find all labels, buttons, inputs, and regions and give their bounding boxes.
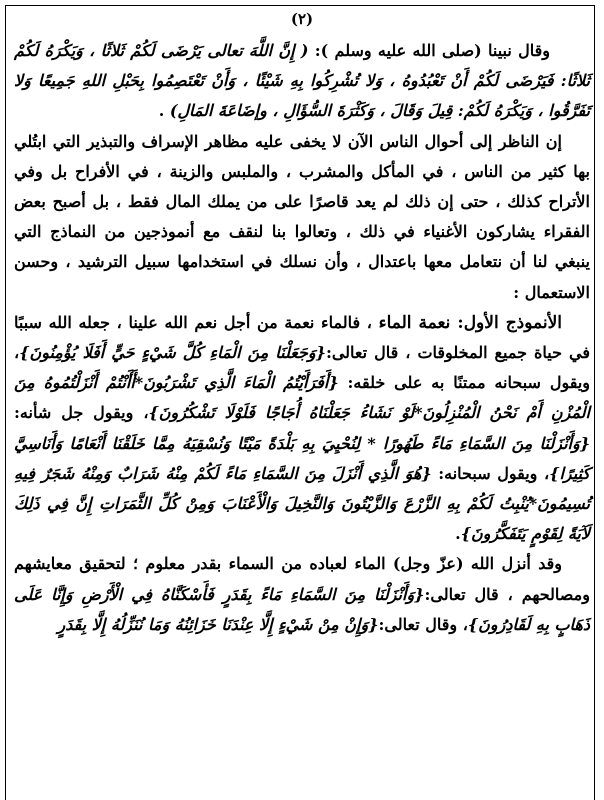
hadith-intro: وقال نبينا (صلى الله عليه وسلم ):: [308, 41, 550, 60]
measure-text-1: وقد أنزل الله (عزّ وجل) الماء لعباده من السماء بقدر معلوم ؛ لتحقيق معايشهم ومصالحهم ، قال تعالى:: [14, 554, 590, 604]
quran-verse-1: {وَجَعَلْنَا مِنَ الْمَاءِ كُلَّ شَيْءٍ حَيٍّ أَفَلَا يُؤْمِنُونَ}: [19, 343, 326, 363]
page-number: (٢): [290, 10, 314, 28]
paragraph-hadith: [14, 36, 590, 127]
water-text-3: ، ويقول جل شأنه:: [14, 403, 149, 423]
water-text-2: ، ويقول سبحانه ممتنًا به على خلقه:: [14, 343, 590, 393]
water-text-end: .: [455, 524, 461, 544]
quran-verse-6: {وَإِنْ مِنْ شَيْءٍ إِلَّا عِنْدَنَا خَزَائِنُهُ وَمَا نُنَزِّلُهُ إِلَّا بِقَدَرٍ: [57, 614, 379, 634]
water-text-1: ، فالماء نعمة من أجل نعم الله علينا ، جعله الله سببًا في حياة جميع المخلوقات ، قال تعالى:: [14, 312, 591, 363]
hadith-text: ( إِنَّ اللَّهَ تعالى يَرْضَى لَكُمْ ثَلاثًا ، وَيَكْرَهُ لَكُمْ ثَلاثًا: فَيَرْضَى لَكُمْ أَنْ تَعْبُدُوهُ ، وَلا تُشْرِكُوا بِهِ شَيْئًا ، وَأَنْ تَعْتَصِمُوا بِحَبْلِ اللهِ جَمِيعًا وَلا تَفَرَّقُوا ، وَيَكْرَهُ لَكُمْ: قِيلَ وَقَالَ ، وَكَثْرَةَ السُّؤَالِ ، وإضَاعَةَ المَالِ): [14, 41, 590, 121]
example-heading: الأنموذج الأول: نعمة الماء: [378, 312, 562, 333]
paragraph-water: [14, 308, 590, 550]
quran-verse-2: {أَفَرَأَيْتُمُ الْمَاءَ الَّذِي تَشْرَبُونَ*أَأَنْتُمْ أَنْزَلْتُمُوهُ مِنَ الْمُزْنِ أَمْ نَحْنُ الْمُنْزِلُونَ*لَوْ نَشَاءُ جَعَلْنَاهُ أُجَاجًا فَلَوْلَا تَشْكُرُونَ}: [14, 373, 591, 423]
water-text-4: ، ويقول سبحانه:: [431, 463, 550, 483]
document-body: [14, 36, 590, 640]
hadith-end: .: [158, 101, 170, 121]
quran-verse-4: {هُوَ الَّذِي أَنْزَلَ مِنَ السَّمَاءِ مَاءً لَكُمْ مِنْهُ شَرَابٌ وَمِنْهُ شَجَرٌ فِيهِ تُسِيمُونَ*يُنْبِتُ لَكُمْ بِهِ الزَّرْعَ وَالزَّيْتُونَ وَالنَّخِيلَ وَالْأَعْنَابَ وَمِنْ كُلِّ الثَّمَرَاتِ إِنَّ فِي ذَلِكَ لَآيَةً لِقَوْمٍ يَتَفَكَّرُونَ}: [14, 463, 590, 544]
paragraph-extravagance: إن الناظر إلى أحوال الناس الآن لا يخفى عليه مظاهر الإسراف والتبذير التي ابتُلي بها كثير من الناس ، في المأكل والمشرب ، والملبس والزينة ، في الأفراح بل وفي الأتراح كذلك ، حتى إن ذلك لم يعد قاصرًا على من يملك المال فقط ، بل أصبح بعض الفقراء يشاركون الأغنياء في ذلك ، وتعالوا بنا لنقف مع أنموذجين من النماذج التي ينبغي لنا أن نتعامل معها باعتدال ، وأن نسلك في استخدامها سبيل الترشيد ، وحسن الاستعمال :: [14, 131, 590, 302]
measure-text-2: ، وقال تعالى:: [378, 614, 468, 634]
quran-verse-3: {وَأَنْزَلْنَا مِنَ السَّمَاءِ مَاءً طَهُورًا * لِنُحْيِيَ بِهِ بَلْدَةً مَيْتًا وَنُسْقِيَهُ مِمَّا خَلَقْنَا أَنْعَامًا وَأَنَاسِيَّ كَثِيرًا}: [14, 433, 590, 483]
paragraph-measure: [14, 549, 590, 640]
quran-verse-5: {وَأَنْزَلْنَا مِنَ السَّمَاءِ مَاءً بِقَدَرٍ فَأَسْكَنَّاهُ فِي الْأَرْضِ وَإِنَّا عَلَى ذَهَابٍ بِهِ لَقَادِرُونَ}: [14, 584, 590, 634]
